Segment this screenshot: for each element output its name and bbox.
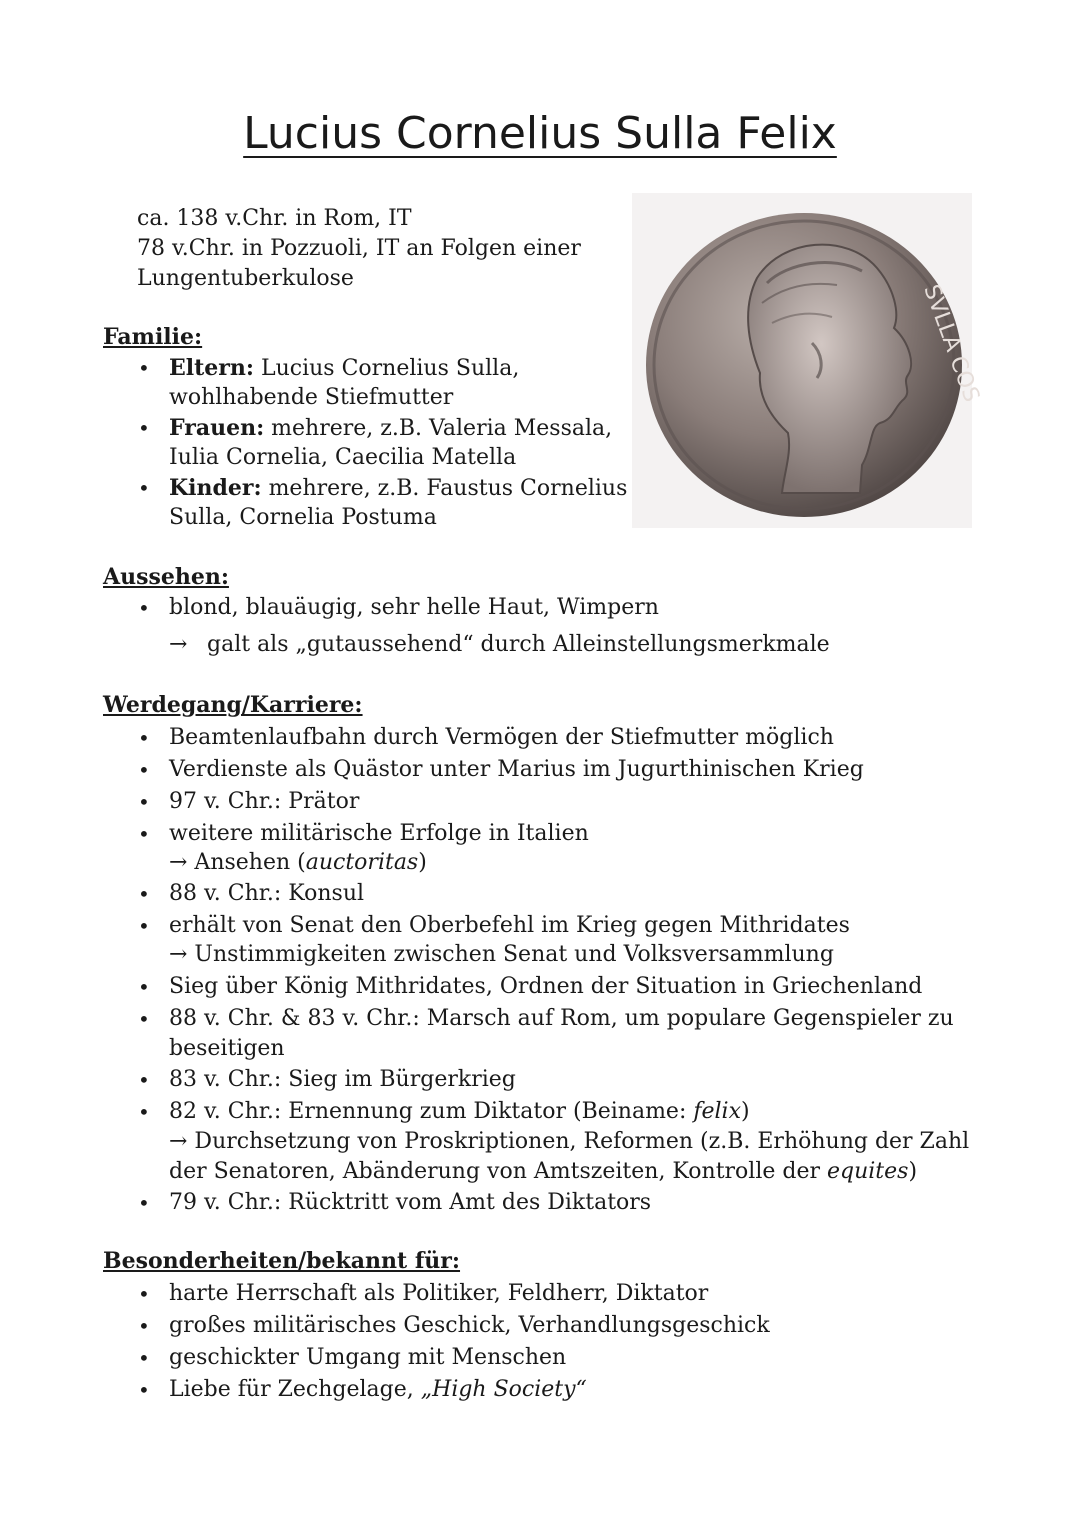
bullet: • xyxy=(138,1282,150,1306)
bullet: • xyxy=(138,1100,150,1124)
bullet: • xyxy=(138,758,150,782)
karriere-item: 83 v. Chr.: Sieg im Bürgerkrieg xyxy=(169,1067,516,1092)
bullet: • xyxy=(138,822,150,846)
karriere-consequence: → Unstimmigkeiten zwischen Senat und Volksversammlung xyxy=(169,942,834,967)
besonderheiten-heading: Besonderheiten/bekannt für: xyxy=(103,1248,461,1274)
karriere-item: 88 v. Chr. & 83 v. Chr.: Marsch auf Rom, um populare Gegenspieler zu xyxy=(169,1006,954,1031)
besonderheit-item: geschickter Umgang mit Menschen xyxy=(169,1345,567,1370)
coin-legend: SVLLA COS xyxy=(918,281,984,406)
besonderheit-item: Liebe für Zechgelage, „High Society“ xyxy=(169,1377,587,1402)
kinder-line: Kinder: mehrere, z.B. Faustus Cornelius xyxy=(169,475,628,501)
bullet: • xyxy=(138,790,150,814)
bullet: • xyxy=(138,416,150,440)
bullet: • xyxy=(138,1191,150,1215)
karriere-item: 88 v. Chr.: Konsul xyxy=(169,881,365,906)
bullet: • xyxy=(138,975,150,999)
aussehen-consequence: galt als „gutaussehend“ durch Alleinstellungsmerkmale xyxy=(207,632,830,657)
karriere-item: Verdienste als Quästor unter Marius im Jugurthinischen Krieg xyxy=(169,757,864,782)
bullet: • xyxy=(138,726,150,750)
coin-image xyxy=(632,193,984,528)
birth-line: ca. 138 v.Chr. in Rom, IT xyxy=(137,206,412,231)
bullet: • xyxy=(138,1314,150,1338)
eltern-line-2: wohlhabende Stiefmutter xyxy=(169,385,454,410)
eltern-line: Eltern: Lucius Cornelius Sulla, xyxy=(169,355,520,381)
karriere-item: 82 v. Chr.: Ernennung zum Diktator (Beiname: felix) xyxy=(169,1099,750,1124)
bullet: • xyxy=(138,596,150,620)
page-title: Lucius Cornelius Sulla Felix xyxy=(243,108,837,159)
karriere-item: 79 v. Chr.: Rücktritt vom Amt des Diktators xyxy=(169,1190,652,1215)
karriere-item-cont: beseitigen xyxy=(169,1036,285,1061)
karriere-item: 97 v. Chr.: Prätor xyxy=(169,789,360,814)
kinder-line-2: Sulla, Cornelia Postuma xyxy=(169,505,437,530)
bullet: • xyxy=(138,476,150,500)
bullet: • xyxy=(138,1346,150,1370)
frauen-line-2: Iulia Cornelia, Caecilia Matella xyxy=(169,445,517,470)
aussehen-heading: Aussehen: xyxy=(103,564,229,590)
besonderheit-item: harte Herrschaft als Politiker, Feldherr, Diktator xyxy=(169,1281,709,1306)
bullet: • xyxy=(138,1007,150,1031)
bullet: • xyxy=(138,914,150,938)
karriere-item: erhält von Senat den Oberbefehl im Krieg gegen Mithridates xyxy=(169,913,850,938)
karriere-heading: Werdegang/Karriere: xyxy=(103,692,363,718)
death-cause-line: Lungentuberkulose xyxy=(137,266,354,291)
besonderheit-item: großes militärisches Geschick, Verhandlungsgeschick xyxy=(169,1313,770,1338)
death-line: 78 v.Chr. in Pozzuoli, IT an Folgen einer xyxy=(137,236,581,261)
bullet: • xyxy=(138,882,150,906)
frauen-line: Frauen: mehrere, z.B. Valeria Messala, xyxy=(169,415,613,441)
bullet: • xyxy=(138,1068,150,1092)
karriere-item: Beamtenlaufbahn durch Vermögen der Stiefmutter möglich xyxy=(169,725,834,750)
bullet: • xyxy=(138,356,150,380)
bullet: • xyxy=(138,1378,150,1402)
karriere-item: weitere militärische Erfolge in Italien xyxy=(169,821,589,846)
aussehen-item: blond, blauäugig, sehr helle Haut, Wimpern xyxy=(169,595,659,620)
karriere-consequence: → Ansehen (auctoritas) xyxy=(169,850,427,875)
karriere-consequence-cont: der Senatoren, Abänderung von Amtszeiten, Kontrolle der equites) xyxy=(169,1159,918,1184)
arrow-icon: → xyxy=(169,632,188,657)
karriere-consequence: → Durchsetzung von Proskriptionen, Reformen (z.B. Erhöhung der Zahl xyxy=(169,1129,970,1154)
familie-heading: Familie: xyxy=(103,324,203,350)
karriere-item: Sieg über König Mithridates, Ordnen der Situation in Griechenland xyxy=(169,974,923,999)
